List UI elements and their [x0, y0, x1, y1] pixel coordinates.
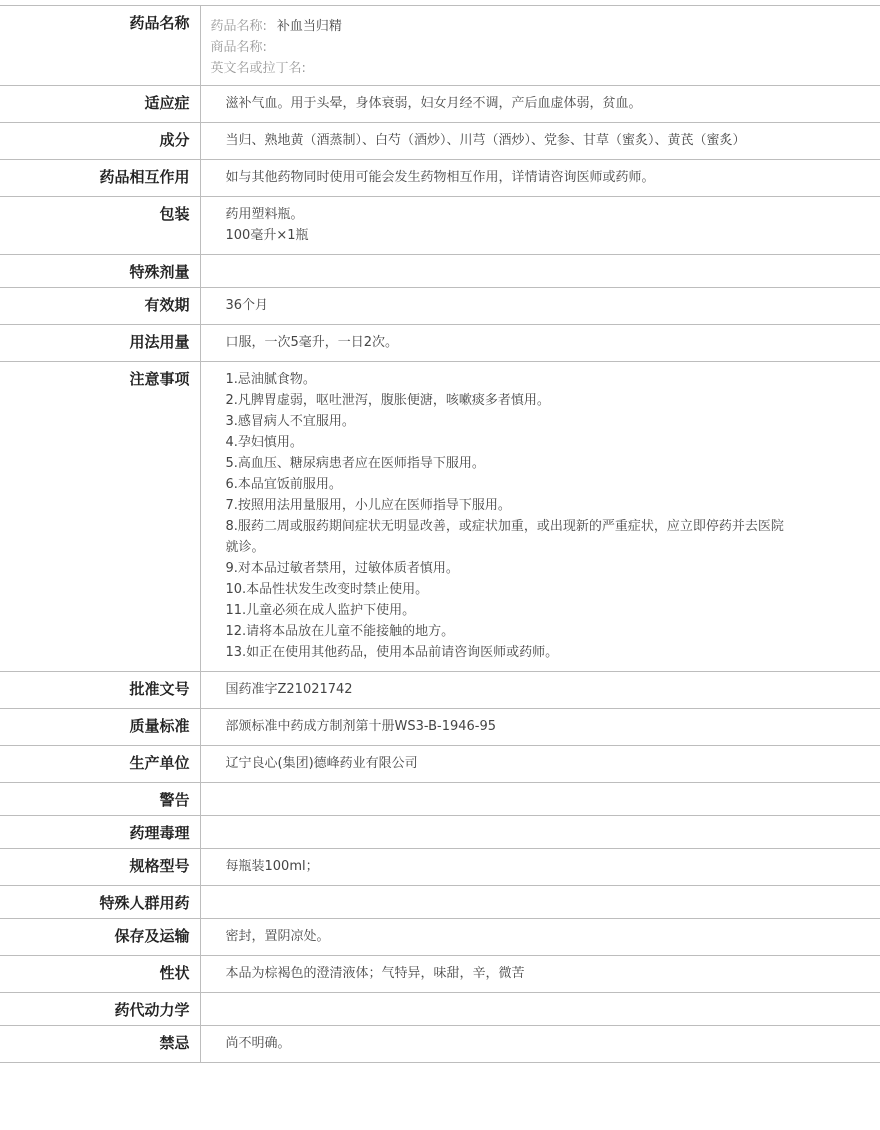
value-line: 36个月	[225, 298, 269, 313]
value-line: 8.服药二周或服药期间症状无明显改善，或症状加重，或出现新的严重症状，应立即停药并去医院就诊。	[225, 519, 784, 555]
info-row	[0, 1026, 880, 1063]
field-label: 特殊剂量	[0, 255, 200, 288]
name-line	[211, 58, 871, 79]
value-line: 部颁标准中药成方制剂第十册WS3-B-1946-95	[225, 719, 497, 734]
value-line: 12.请将本品放在儿童不能接触的地方。	[225, 624, 455, 639]
value-line: 3.感冒病人不宜服用。	[225, 414, 355, 429]
field-value	[200, 956, 880, 993]
value-line: 10.本品性状发生改变时禁止使用。	[225, 582, 429, 597]
field-label: 适应症	[0, 86, 200, 123]
field-value	[200, 362, 880, 672]
info-row	[0, 816, 880, 849]
field-value	[200, 325, 880, 362]
drug-info-table-body	[0, 6, 880, 1063]
field-value	[200, 709, 880, 746]
field-label: 生产单位	[0, 746, 200, 783]
drug-info-table	[0, 5, 880, 1063]
field-label: 注意事项	[0, 362, 200, 672]
info-row	[0, 160, 880, 197]
info-row	[0, 86, 880, 123]
value-line: 4.孕妇慎用。	[225, 435, 303, 450]
name-key: 英文名或拉丁名:	[210, 61, 306, 76]
value-line: 滋补气血。用于头晕，身体衰弱，妇女月经不调，产后血虚体弱，贫血。	[225, 96, 642, 111]
field-label: 规格型号	[0, 849, 200, 886]
info-row	[0, 919, 880, 956]
info-row	[0, 6, 880, 86]
name-line	[211, 37, 871, 58]
field-label: 包装	[0, 197, 200, 255]
value-line: 1.忌油腻食物。	[225, 372, 316, 387]
value-line: 药用塑料瓶。	[225, 207, 304, 222]
field-value	[200, 288, 880, 325]
info-row	[0, 325, 880, 362]
info-row	[0, 255, 880, 288]
info-row	[0, 849, 880, 886]
field-label: 批准文号	[0, 672, 200, 709]
field-value	[200, 123, 880, 160]
name-key: 商品名称:	[210, 40, 267, 55]
value-line: 每瓶装100ml；	[225, 859, 319, 874]
field-label: 药品名称	[0, 6, 200, 86]
field-value	[200, 160, 880, 197]
field-value	[200, 886, 880, 919]
field-label: 质量标准	[0, 709, 200, 746]
info-row	[0, 993, 880, 1026]
value-line: 口服，一次5毫升，一日2次。	[225, 335, 399, 350]
info-row	[0, 672, 880, 709]
field-value	[200, 86, 880, 123]
info-row	[0, 886, 880, 919]
value-line: 5.高血压、糖尿病患者应在医师指导下服用。	[225, 456, 485, 471]
name-key: 药品名称:	[210, 19, 267, 34]
value-line: 9.对本品过敏者禁用，过敏体质者慎用。	[225, 561, 459, 576]
value-line: 尚不明确。	[225, 1036, 291, 1051]
field-value	[200, 6, 880, 86]
value-line: 本品为棕褐色的澄清液体；气特异，味甜，辛，微苦	[225, 966, 525, 981]
value-line: 100毫升×1瓶	[225, 228, 309, 243]
value-line: 11.儿童必须在成人监护下使用。	[225, 603, 416, 618]
value-line: 7.按照用法用量服用，小儿应在医师指导下服用。	[225, 498, 511, 513]
field-label: 用法用量	[0, 325, 200, 362]
info-row	[0, 123, 880, 160]
value-line: 6.本品宜饭前服用。	[225, 477, 342, 492]
value-line: 密封，置阴凉处。	[225, 929, 330, 944]
field-value	[200, 197, 880, 255]
field-value	[200, 919, 880, 956]
info-row	[0, 197, 880, 255]
field-label: 禁忌	[0, 1026, 200, 1063]
field-value	[200, 1026, 880, 1063]
field-label: 成分	[0, 123, 200, 160]
field-label: 有效期	[0, 288, 200, 325]
name-line	[211, 16, 871, 37]
info-row	[0, 709, 880, 746]
field-value	[200, 993, 880, 1026]
name-value: 补血当归精	[276, 19, 342, 34]
info-row	[0, 956, 880, 993]
field-label: 药理毒理	[0, 816, 200, 849]
value-line: 国药准字Z21021742	[225, 682, 353, 697]
info-row	[0, 288, 880, 325]
value-line: 如与其他药物同时使用可能会发生药物相互作用，详情请咨询医师或药师。	[225, 170, 655, 185]
field-label: 保存及运输	[0, 919, 200, 956]
field-value	[200, 783, 880, 816]
value-line: 13.如正在使用其他药品，使用本品前请咨询医师或药师。	[225, 645, 559, 660]
field-value	[200, 849, 880, 886]
field-label: 性状	[0, 956, 200, 993]
info-row	[0, 783, 880, 816]
field-label: 特殊人群用药	[0, 886, 200, 919]
field-value	[200, 746, 880, 783]
value-line: 2.凡脾胃虚弱，呕吐泄泻，腹胀便溏，咳嗽痰多者慎用。	[225, 393, 550, 408]
field-label: 药代动力学	[0, 993, 200, 1026]
info-row	[0, 746, 880, 783]
field-value	[200, 816, 880, 849]
field-value	[200, 255, 880, 288]
field-label: 警告	[0, 783, 200, 816]
field-label: 药品相互作用	[0, 160, 200, 197]
info-row	[0, 362, 880, 672]
field-value	[200, 672, 880, 709]
value-line: 当归、熟地黄（酒蒸制）、白芍（酒炒）、川芎（酒炒）、党参、甘草（蜜炙）、黄芪（蜜炙）	[225, 133, 746, 148]
value-line: 辽宁良心(集团)德峰药业有限公司	[225, 756, 418, 771]
